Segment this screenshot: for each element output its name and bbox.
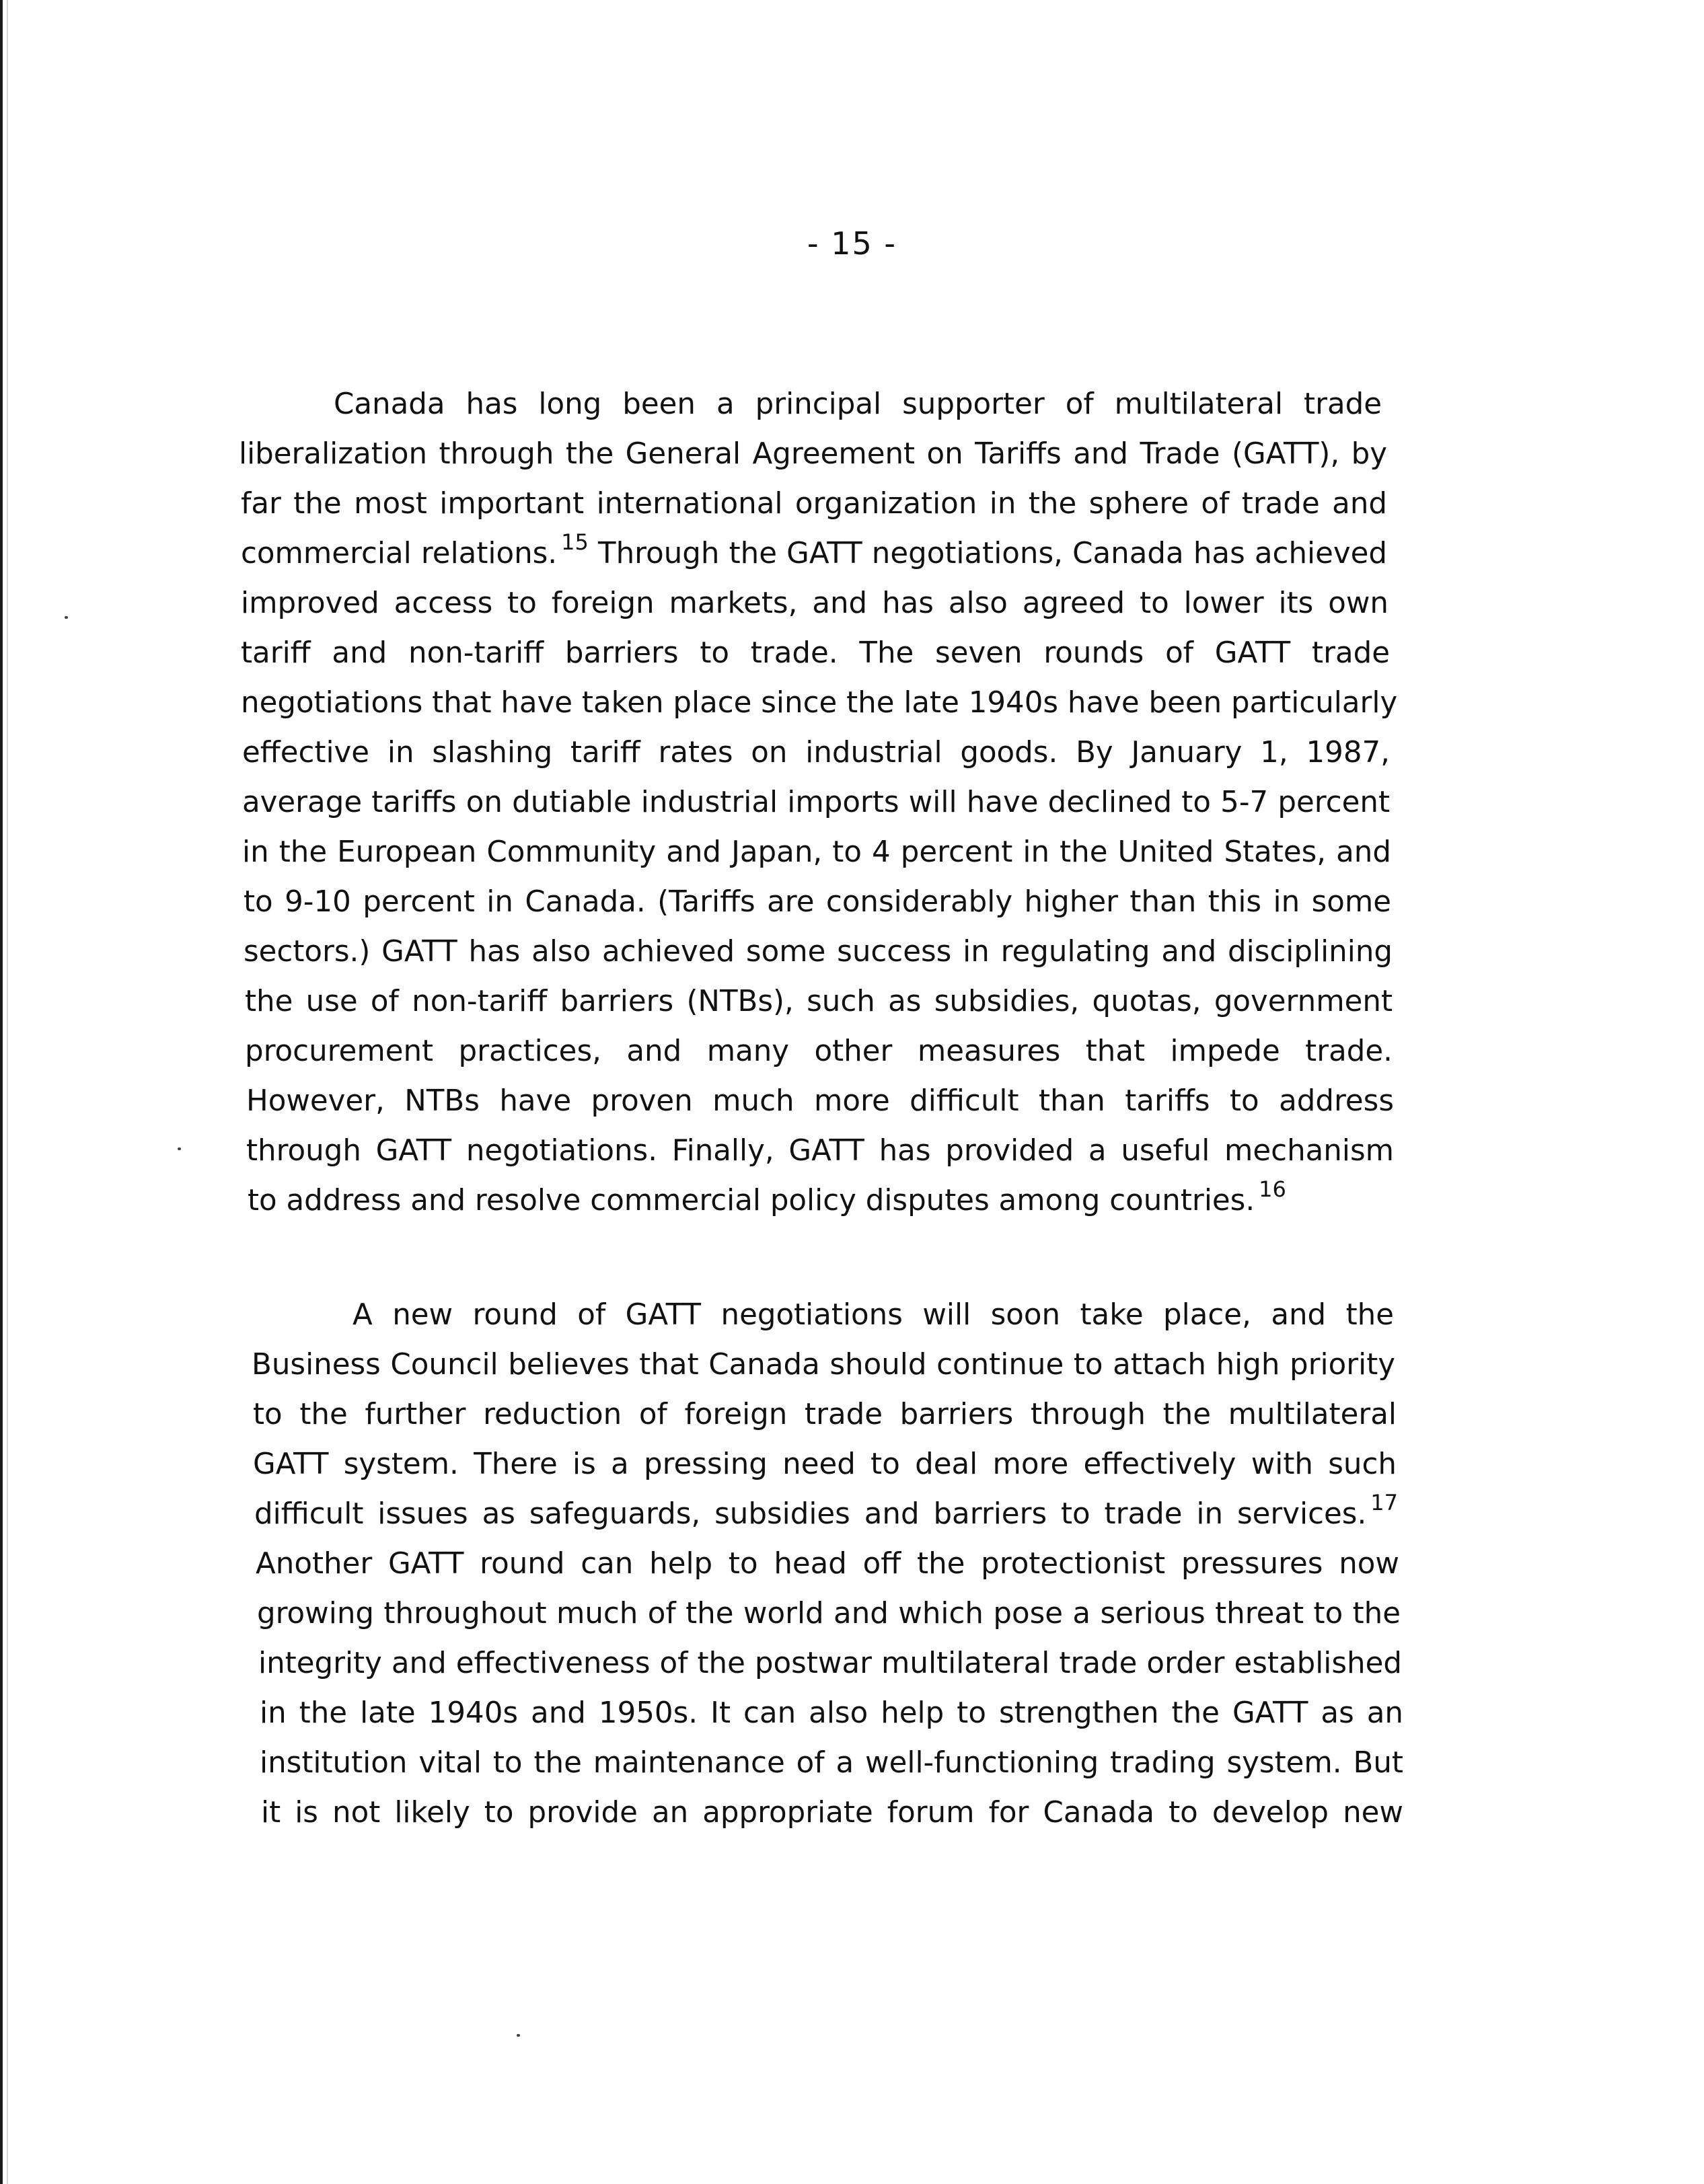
footnote-marker: 16 bbox=[1259, 1176, 1286, 1202]
text-line: sectors.) GATT has also achieved some success in regulating and disciplining bbox=[244, 935, 1393, 969]
text-line: improved access to foreign markets, and has also agreed to lower its own bbox=[241, 587, 1388, 620]
text-line: to 9-10 percent in Canada. (Tariffs are considerably higher than this in some bbox=[244, 885, 1391, 919]
scan-speck bbox=[65, 616, 68, 619]
text-line: tariff and non-tariff barriers to trade. The seven rounds of GATT trade bbox=[241, 636, 1390, 670]
text-line: through GATT negotiations. Finally, GATT has provided a useful mechanism bbox=[246, 1134, 1394, 1168]
text-line: commercial relations. $^{15}$ Through the GATT negotiations, Canada has achieved bbox=[241, 529, 1388, 570]
text-line: institution vital to the maintenance of a well-functioning trading system. But bbox=[260, 1746, 1403, 1780]
footnote-marker: 17 bbox=[1370, 1490, 1398, 1515]
footnote-marker: 15 bbox=[561, 529, 589, 555]
scan-speck bbox=[178, 1147, 181, 1150]
scan-left-edge-shadow bbox=[7, 0, 8, 2184]
text-line: negotiations that have taken place since the late 1940s have been particularly bbox=[241, 686, 1398, 720]
page-number: - 15 - bbox=[807, 225, 897, 262]
text-line: it is not likely to provide an appropriate forum for Canada to develop new bbox=[261, 1796, 1403, 1830]
text-line: to address and resolve commercial policy disputes among countries. $^{16}$ bbox=[248, 1176, 1286, 1217]
text-line: Canada has long been a principal supporter of multilateral trade bbox=[334, 387, 1382, 421]
text-line: A new round of GATT negotiations will soon take place, and the bbox=[353, 1298, 1394, 1332]
scan-left-edge bbox=[0, 0, 3, 2184]
text-line: in the late 1940s and 1950s. It can also help to strengthen the GATT as an bbox=[260, 1696, 1403, 1730]
text-line: Business Council believes that Canada should continue to attach high priority bbox=[252, 1348, 1395, 1382]
scan-speck bbox=[517, 2034, 520, 2037]
text-line: in the European Community and Japan, to 4 percent in the United States, and bbox=[242, 835, 1391, 869]
text-line: procurement practices, and many other measures that impede trade. bbox=[245, 1034, 1393, 1068]
text-line: GATT system. There is a pressing need to deal more effectively with such bbox=[253, 1447, 1397, 1481]
text-line: average tariffs on dutiable industrial imports will have declined to 5-7 percent bbox=[242, 786, 1390, 819]
text-line: However, NTBs have proven much more difficult than tariffs to address bbox=[246, 1084, 1394, 1118]
text-line: difficult issues as safeguards, subsidies and barriers to trade in services. $^{17}$ bbox=[254, 1490, 1398, 1531]
text-line: the use of non-tariff barriers (NTBs), such as subsidies, quotas, government bbox=[245, 985, 1393, 1018]
text-line: to the further reduction of foreign trade barriers through the multilateral bbox=[253, 1398, 1397, 1431]
text-line: growing throughout much of the world and which pose a serious threat to the bbox=[257, 1597, 1401, 1630]
text-line: integrity and effectiveness of the postwar multilateral trade order established bbox=[258, 1647, 1402, 1680]
text-line: Another GATT round can help to head off the protectionist pressures now bbox=[256, 1547, 1399, 1581]
text-line: liberalization through the General Agreement on Tariffs and Trade (GATT), by bbox=[239, 437, 1387, 471]
text-line: effective in slashing tariff rates on industrial goods. By January 1, 1987, bbox=[242, 736, 1390, 769]
text-line: far the most important international organization in the sphere of trade and bbox=[241, 487, 1387, 521]
